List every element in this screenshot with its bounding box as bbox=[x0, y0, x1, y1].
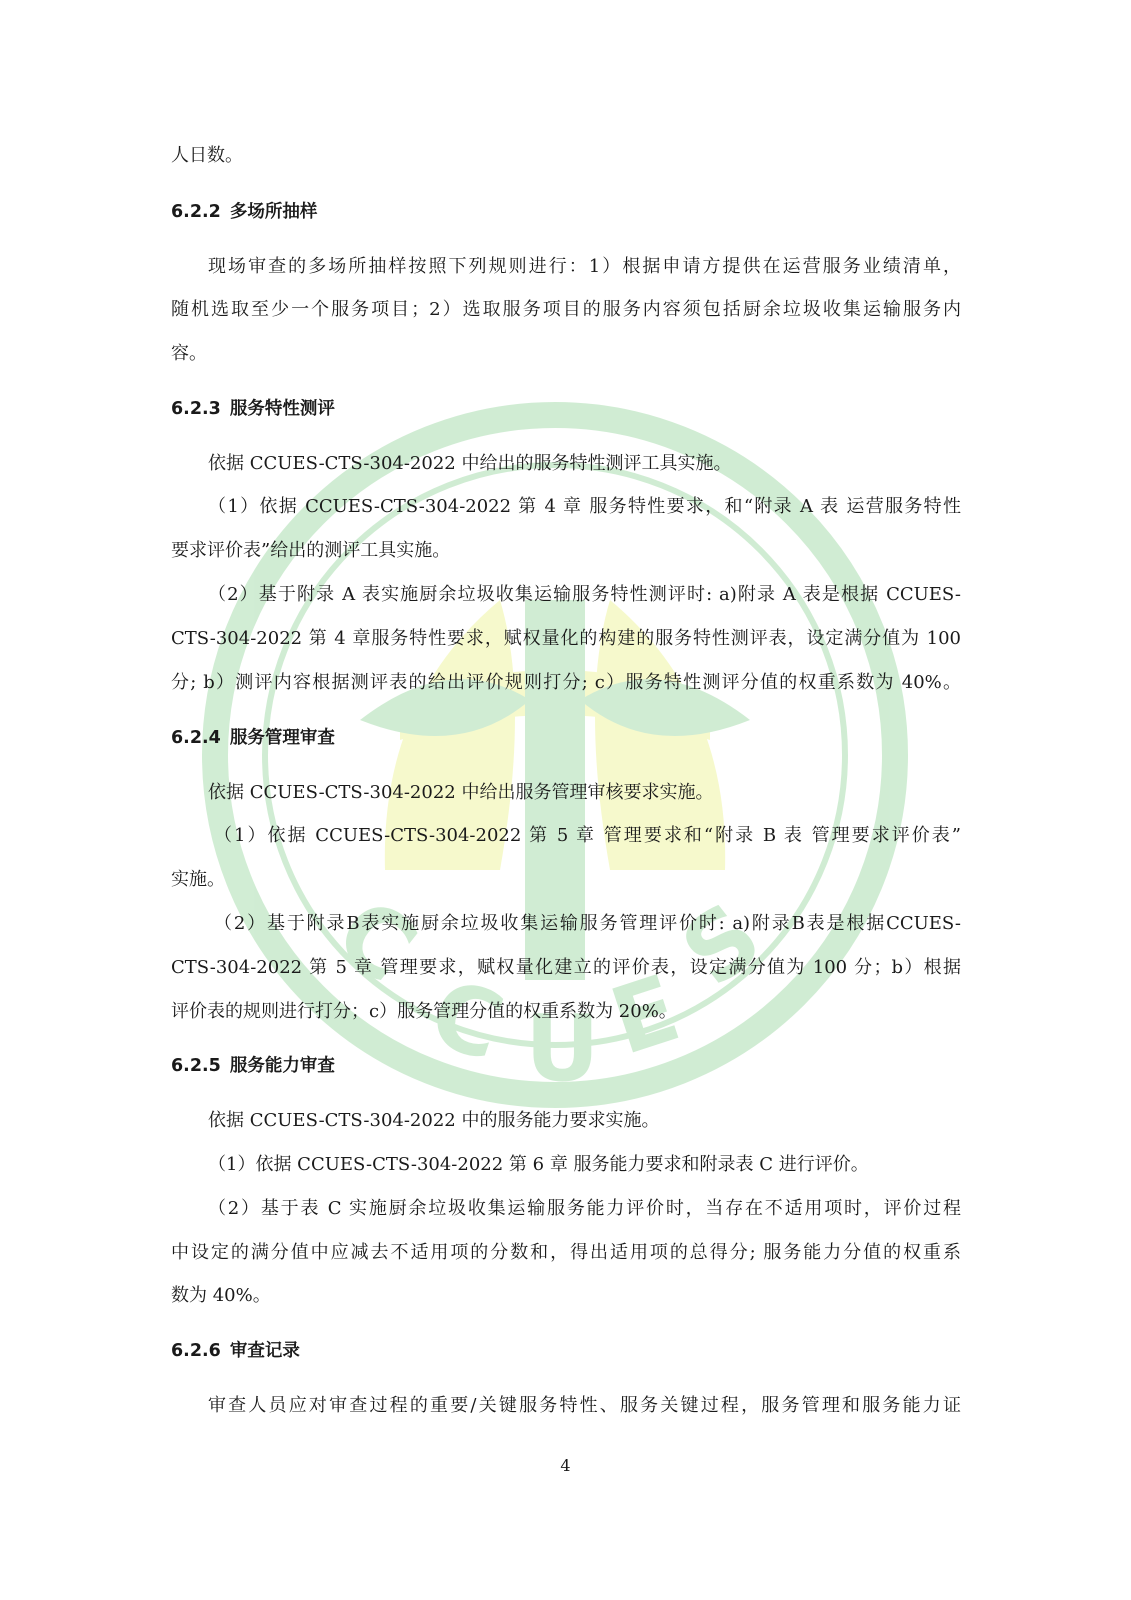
body-line: （2）基于附录 A 表实施厨余垃圾收集运输服务特性测评时: a)附录 A 表是根据 CCUES- bbox=[208, 584, 961, 605]
section-title: 审查记录 bbox=[229, 1341, 300, 1361]
svg-text:S: S bbox=[662, 882, 781, 1008]
section-title: 服务能力审查 bbox=[229, 1056, 335, 1076]
body-line: 分; b）测评内容根据测评表的给出评价规则打分; c）服务特性测评分值的权重系数为 40%。 bbox=[171, 672, 961, 693]
section-number: 6.2.6 bbox=[171, 1341, 221, 1361]
body-line: （2）基于附录B表实施厨余垃圾收集运输服务管理评价时: a)附录B表是根据CCUES- bbox=[214, 913, 961, 934]
section-number: 6.2.5 bbox=[171, 1056, 221, 1076]
section-title: 服务管理审查 bbox=[229, 728, 335, 748]
section-title: 多场所抽样 bbox=[229, 202, 318, 222]
section-heading-6-2-3 bbox=[171, 397, 961, 421]
body-line: 依据 CCUES-CTS-304-2022 中的服务能力要求实施。 bbox=[208, 1110, 660, 1131]
body-line: 依据 CCUES-CTS-304-2022 中给出服务管理审核要求实施。 bbox=[208, 782, 714, 803]
body-line: 中设定的满分值中应减去不适用项的分数和，得出适用项的总得分; 服务能力分值的权重系 bbox=[171, 1242, 961, 1263]
body-line: 随机选取至少一个服务项目；2）选取服务项目的服务内容须包括厨余垃圾收集运输服务内 bbox=[171, 299, 961, 320]
section-heading-6-2-6 bbox=[171, 1339, 961, 1363]
svg-text:C: C bbox=[418, 959, 516, 1082]
body-line: （1）依据 CCUES-CTS-304-2022 第 4 章 服务特性要求，和“附录 A 表 运营服务特性 bbox=[208, 496, 961, 517]
section-heading-6-2-4 bbox=[171, 726, 961, 750]
body-line: 人日数。 bbox=[171, 145, 243, 166]
body-line: 要求评价表”给出的测评工具实施。 bbox=[171, 540, 451, 561]
section-title: 服务特性测评 bbox=[229, 399, 335, 419]
svg-text:C: C bbox=[316, 878, 436, 1004]
body-line: 审查人员应对审查过程的重要/关键服务特性、服务关键过程，服务管理和服务能力证 bbox=[208, 1395, 961, 1416]
body-line: CTS-304-2022 第 5 章 管理要求，赋权量化建立的评价表，设定满分值为 100 分；b）根据 bbox=[171, 957, 961, 978]
body-line: （2）基于表 C 实施厨余垃圾收集运输服务能力评价时，当存在不适用项时，评价过程 bbox=[208, 1198, 961, 1219]
body-line: 依据 CCUES-CTS-304-2022 中给出的服务特性测评工具实施。 bbox=[208, 453, 732, 474]
body-line: 现场审查的多场所抽样按照下列规则进行：1）根据申请方提供在运营服务业绩清单， bbox=[208, 256, 961, 277]
body-line: 实施。 bbox=[171, 869, 225, 890]
svg-text:E: E bbox=[598, 954, 692, 1076]
section-heading-6-2-2 bbox=[171, 200, 961, 224]
page-number: 4 bbox=[560, 1456, 571, 1475]
body-line: CTS-304-2022 第 4 章服务特性要求，赋权量化的构建的服务特性测评表，设定满分值为 100 bbox=[171, 628, 961, 649]
section-number: 6.2.2 bbox=[171, 202, 221, 222]
body-line: （1）依据 CCUES-CTS-304-2022 第 5 章 管理要求和“附录 B 表 管理要求评价表” bbox=[214, 825, 961, 846]
body-line: 容。 bbox=[171, 343, 207, 364]
body-line: 评价表的规则进行打分；c）服务管理分值的权重系数为 20%。 bbox=[171, 1001, 677, 1022]
body-line: 数为 40%。 bbox=[171, 1285, 271, 1306]
svg-text:U: U bbox=[525, 995, 600, 1102]
section-number: 6.2.3 bbox=[171, 399, 221, 419]
section-heading-6-2-5 bbox=[171, 1054, 961, 1078]
section-number: 6.2.4 bbox=[171, 728, 221, 748]
body-line: （1）依据 CCUES-CTS-304-2022 第 6 章 服务能力要求和附录表 C 进行评价。 bbox=[208, 1154, 869, 1175]
